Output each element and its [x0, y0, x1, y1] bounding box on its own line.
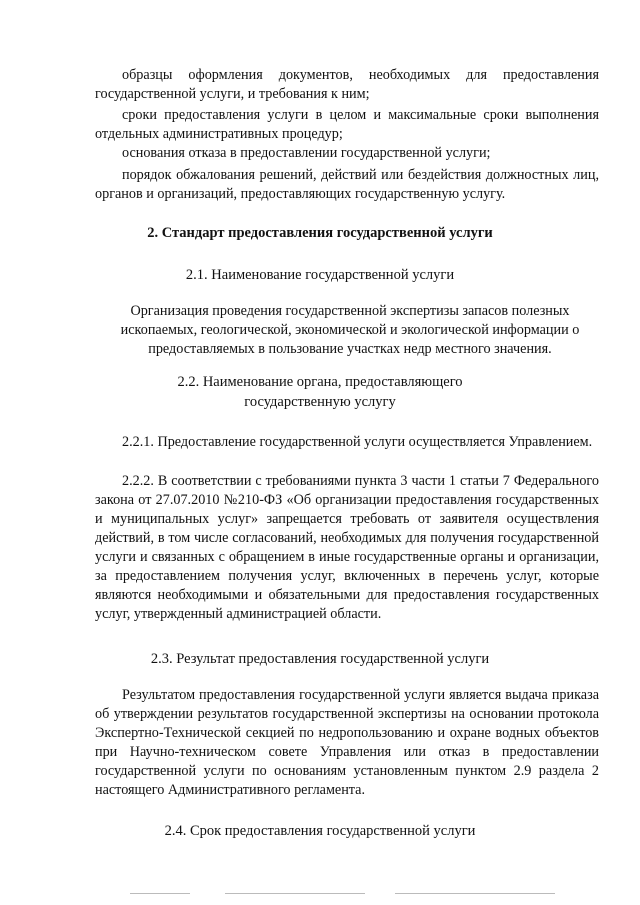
section-2-3-heading: 2.3. Результат предоставления государственной услуги	[150, 651, 490, 667]
paragraph-2-2-2: 2.2.2. В соответствии с требованиями пункта 3 части 1 статьи 7 Федерального закона от 27.07.2010 №210-ФЗ «Об организации предоставления государственных и муниципальных услуг» запрещается требовать от заявителя осуществления действий, в том числе согласований, необходимых для получения государственной услуги и связанных с обращением в иные государственные органы и организации, за предоставлением получения услуг, включенных в перечень услуг, которые являются необходимыми и обязательными для предоставления государственных услуг, утвержденный администрацией области.	[95, 473, 599, 622]
section-2-heading: 2. Стандарт предоставления государственной услуги	[147, 225, 493, 241]
scan-artifact-line	[225, 893, 365, 894]
section-2-2-heading-line1: 2.2. Наименование органа, предоставляющего	[177, 374, 463, 390]
scan-artifact-line	[130, 893, 190, 894]
section-2-4-heading: 2.4. Срок предоставления государственной услуги	[164, 823, 476, 839]
intro-paragraph-appeal: порядок обжалования решений, действий или бездействия должностных лиц, органов и организаций, предоставляющих государственную услугу.	[95, 167, 599, 202]
section-2-1-heading: 2.1. Наименование государственной услуги	[185, 267, 455, 283]
intro-paragraph-samples: образцы оформления документов, необходимых для предоставления государственной услуги, и требования к ним;	[95, 67, 599, 102]
section-2-2-heading-line2: государственную услугу	[244, 394, 396, 410]
service-name-text: Организация проведения государственной экспертизы запасов полезных ископаемых, геологической, экономической и экологической информации о предоставляемых в пользование участках недр местного значения.	[120, 303, 580, 357]
intro-paragraph-refusal: основания отказа в предоставлении государственной услуги;	[122, 145, 491, 161]
scan-artifact-line	[395, 893, 555, 894]
intro-paragraph-deadlines: сроки предоставления услуги в целом и максимальные сроки выполнения отдельных административных процедур;	[95, 107, 599, 142]
paragraph-2-2-1: 2.2.1. Предоставление государственной услуги осуществляется Управлением.	[122, 434, 593, 450]
result-paragraph: Результатом предоставления государственной услуги является выдача приказа об утверждении результатов государственной экспертизы на основании протокола Экспертно-Технической секцией по недропользованию и охране водных объектов при Научно-техническом совете Управления или отказ в предоставлении государственной услуги по основаниям установленным пунктом 2.9 раздела 2 настоящего Административного регламента.	[95, 687, 599, 798]
